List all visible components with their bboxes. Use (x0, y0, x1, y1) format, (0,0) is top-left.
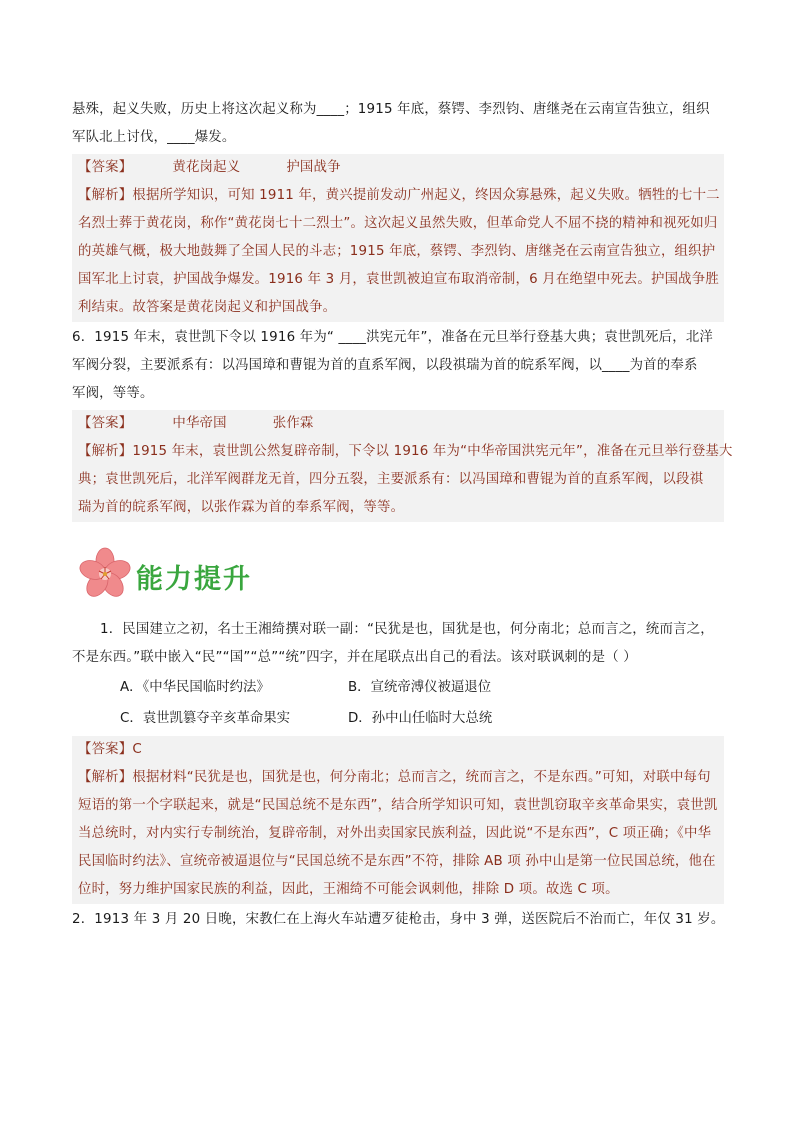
answer-tag: 【答案】 (78, 160, 133, 175)
analysis-line: 瑞为首的皖系军阀，以张作霖为首的奉系军阀，等等。 (78, 500, 405, 515)
section-title: 能力提升 (136, 563, 252, 595)
option-c: C．袁世凯篡夺辛亥革命果实 (120, 711, 291, 726)
analysis-line: 当总统时，对内实行专制统治，复辟帝制，对外出卖国家民族利益，因此说“不是东西”，C 项正确；《中华 (78, 826, 712, 841)
options-row (72, 703, 724, 734)
analysis-line: 【解析】1915 年末，袁世凯公然复辟帝制，下令以 1916 年为“中华帝国洪宪元年”，准备在元旦举行登基大 (78, 444, 733, 459)
analysis-line: 的英雄气概，极大地鼓舞了全国人民的斗志；1915 年底，蔡锷、李烈钧、唐继尧在云南宣告独立，组织护 (78, 244, 716, 259)
analysis-line: 典；袁世凯死后，北洋军阀群龙无首，四分五裂，主要派系有：以冯国璋和曹锟为首的直系军阀，以段祺 (78, 472, 704, 487)
options-row (72, 672, 724, 703)
question-text-line: 6．1915 年末，袁世凯下令以 1916 年为“ ____洪宪元年”，准备在元旦举行登基大典；袁世凯死后，北洋 (72, 330, 714, 345)
question-text-line: 1．民国建立之初，名士王湘绮撰对联一副：“民犹是也，国犹是也，何分南北；总而言之，统而言之， (100, 622, 714, 637)
analysis-line: 名烈士葬于黄花岗，称作“黄花岗七十二烈士”。这次起义虽然失败，但革命党人不屈不挠的精神和视死如归 (78, 216, 718, 231)
document-page (72, 96, 733, 934)
option-b: B．宣统帝溥仪被逼退位 (348, 680, 492, 695)
analysis-line: 【解析】根据材料“民犹是也，国犹是也，何分南北；总而言之，统而言之，不是东西。”可知，对联中每句 (78, 770, 711, 785)
section-header (76, 542, 724, 610)
question-text-line: 不是东西。”联中嵌入“民”“国”“总”“统”四字，并在尾联点出自己的看法。该对联讽刺的是（ ） (72, 650, 637, 665)
question-text-line: 悬殊，起义失败，历史上将这次起义称为____；1915 年底，蔡锷、李烈钧、唐继尧在云南宣告独立，组织 (72, 102, 710, 117)
option-a: A．《中华民国临时约法》 (120, 680, 270, 695)
answer-box (72, 410, 733, 522)
question-text-line: 军阀，等等。 (72, 386, 154, 401)
answer-value: 张作霖 (272, 416, 314, 431)
analysis-line: 民国临时约法》、宣统帝被逼退位与“民国总统不是东西”不符，排除 AB 项 孙中山是第一位民国总统，他在 (78, 854, 716, 869)
answer-value: 护国战争 (286, 160, 341, 175)
question-text-line: 军阀分裂，主要派系有：以冯国璋和曹锟为首的直系军阀，以段祺瑞为首的皖系军阀，以____为首的奉系 (72, 358, 698, 373)
analysis-line: 【解析】根据所学知识，可知 1911 年，黄兴提前发动广州起义，终因众寡悬殊，起义失败。牺牲的七十二 (78, 188, 720, 203)
answer-line: 【答案】C (78, 742, 142, 757)
cherry-blossom-icon (76, 545, 134, 607)
answer-box (72, 154, 724, 322)
option-d: D．孙中山任临时大总统 (348, 711, 493, 726)
answer-value: 黄花岗起义 (172, 160, 241, 175)
answer-value: 中华帝国 (172, 416, 227, 431)
analysis-line: 利结束。故答案是黄花岗起义和护国战争。 (78, 300, 337, 315)
answer-box (72, 736, 724, 904)
analysis-line: 国军北上讨袁，护国战争爆发。1916 年 3 月，袁世凯被迫宣布取消帝制，6 月在绝望中死去。护国战争胜 (78, 272, 719, 287)
question-text-line: 军队北上讨伐，____爆发。 (72, 130, 236, 145)
answer-line (78, 154, 720, 182)
answer-tag: 【答案】 (78, 416, 133, 431)
analysis-line: 短语的第一个字联起来，就是“民国总统不是东西”，结合所学知识可知，袁世凯窃取辛亥革命果实，袁世凯 (78, 798, 718, 813)
question-text-line: 2．1913 年 3 月 20 日晚，宋教仁在上海火车站遭歹徒枪击，身中 3 弹，送医院后不治而亡，年仅 31 岁。 (72, 912, 725, 927)
analysis-line: 位时，努力维护国家民族的利益，因此，王湘绮不可能会讽刺他，排除 D 项。故选 C 项。 (78, 882, 619, 897)
answer-line (78, 410, 720, 438)
